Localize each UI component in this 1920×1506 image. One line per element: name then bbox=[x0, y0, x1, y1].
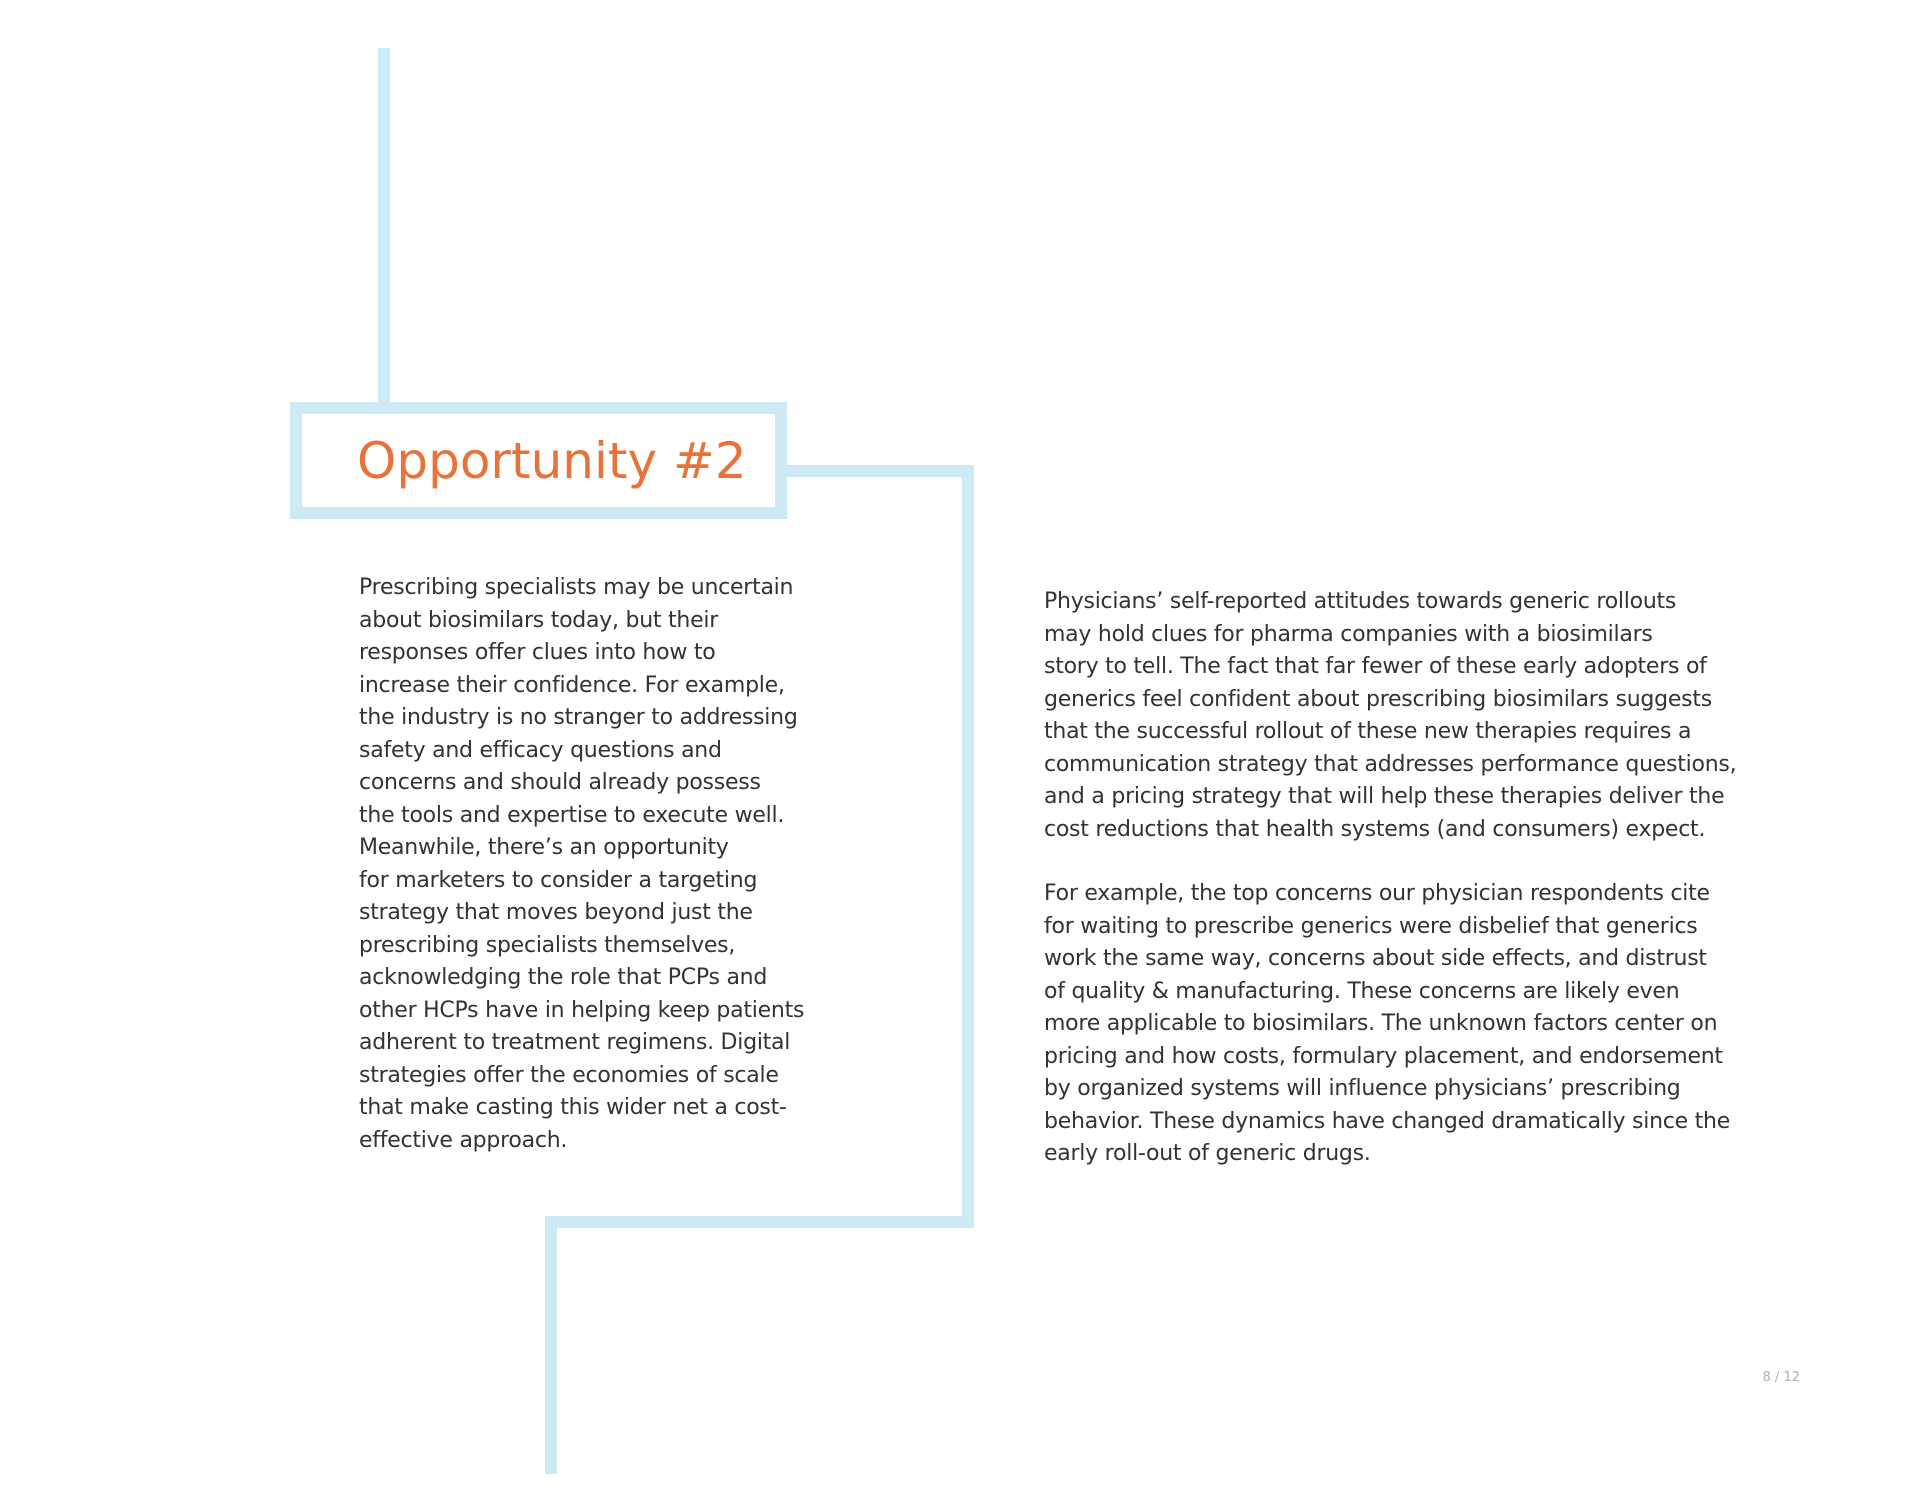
text-line: effective approach. bbox=[359, 1127, 568, 1153]
text-line: safety and efficacy questions and bbox=[359, 737, 722, 763]
text-line: may hold clues for pharma companies with a biosimilars bbox=[1044, 621, 1653, 647]
text-line: responses offer clues into how to bbox=[359, 640, 716, 665]
text-line: the tools and expertise to execute well. bbox=[359, 802, 785, 828]
text-line: pricing and how costs, formulary placement, and endorsement bbox=[1044, 1043, 1723, 1069]
text-line: by organized systems will influence physicians’ prescribing bbox=[1044, 1076, 1681, 1101]
text-line: adherent to treatment regimens. Digital bbox=[359, 1030, 791, 1055]
text-line: Prescribing specialists may be uncertain bbox=[359, 575, 794, 600]
text-line: increase their confidence. For example, bbox=[359, 672, 785, 698]
text-line: behavior. These dynamics have changed dramatically since the bbox=[1044, 1108, 1731, 1134]
text-line: cost reductions that health systems (and consumers) expect. bbox=[1044, 816, 1706, 842]
text-line: Meanwhile, there’s an opportunity bbox=[359, 835, 729, 860]
text-line: and a pricing strategy that will help these therapies deliver the bbox=[1044, 784, 1725, 809]
text-line: that the successful rollout of these new therapies requires a bbox=[1044, 719, 1692, 744]
text-line: other HCPs have in helping keep patients bbox=[359, 997, 805, 1023]
text-line: Physicians’ self-reported attitudes towards generic rollouts bbox=[1044, 589, 1677, 614]
text-line: for marketers to consider a targeting bbox=[359, 867, 758, 893]
text-line: work the same way, concerns about side effects, and distrust bbox=[1044, 946, 1707, 971]
right-column-text bbox=[1044, 586, 1754, 1171]
text-line: of quality & manufacturing. These concerns are likely even bbox=[1044, 978, 1680, 1004]
page-title: Opportunity #2 bbox=[357, 432, 747, 490]
text-line: For example, the top concerns our physician respondents cite bbox=[1044, 881, 1710, 906]
text-line: concerns and should already possess bbox=[359, 770, 761, 795]
text-line: story to tell. The fact that far fewer of these early adopters of bbox=[1044, 654, 1707, 679]
right-paragraph-1 bbox=[1044, 586, 1754, 846]
text-line: more applicable to biosimilars. The unknown factors center on bbox=[1044, 1011, 1718, 1036]
text-line: for waiting to prescribe generics were disbelief that generics bbox=[1044, 913, 1698, 939]
title-box bbox=[290, 402, 787, 519]
right-paragraph-2 bbox=[1044, 878, 1754, 1171]
text-line: communication strategy that addresses performance questions, bbox=[1044, 751, 1737, 777]
text-line: strategies offer the economies of scale bbox=[359, 1062, 779, 1088]
text-line: that make casting this wider net a cost- bbox=[359, 1095, 787, 1120]
text-line: about biosimilars today, but their bbox=[359, 607, 719, 633]
left-column-text bbox=[359, 572, 819, 1157]
text-line: the industry is no stranger to addressing bbox=[359, 705, 798, 730]
text-line: strategy that moves beyond just the bbox=[359, 900, 753, 925]
text-line: early roll-out of generic drugs. bbox=[1044, 1141, 1371, 1166]
left-paragraph bbox=[359, 572, 819, 1157]
text-line: generics feel confident about prescribing biosimilars suggests bbox=[1044, 686, 1712, 712]
text-line: prescribing specialists themselves, bbox=[359, 932, 736, 958]
page-number: 8 / 12 bbox=[1762, 1370, 1800, 1385]
text-line: acknowledging the role that PCPs and bbox=[359, 965, 768, 990]
